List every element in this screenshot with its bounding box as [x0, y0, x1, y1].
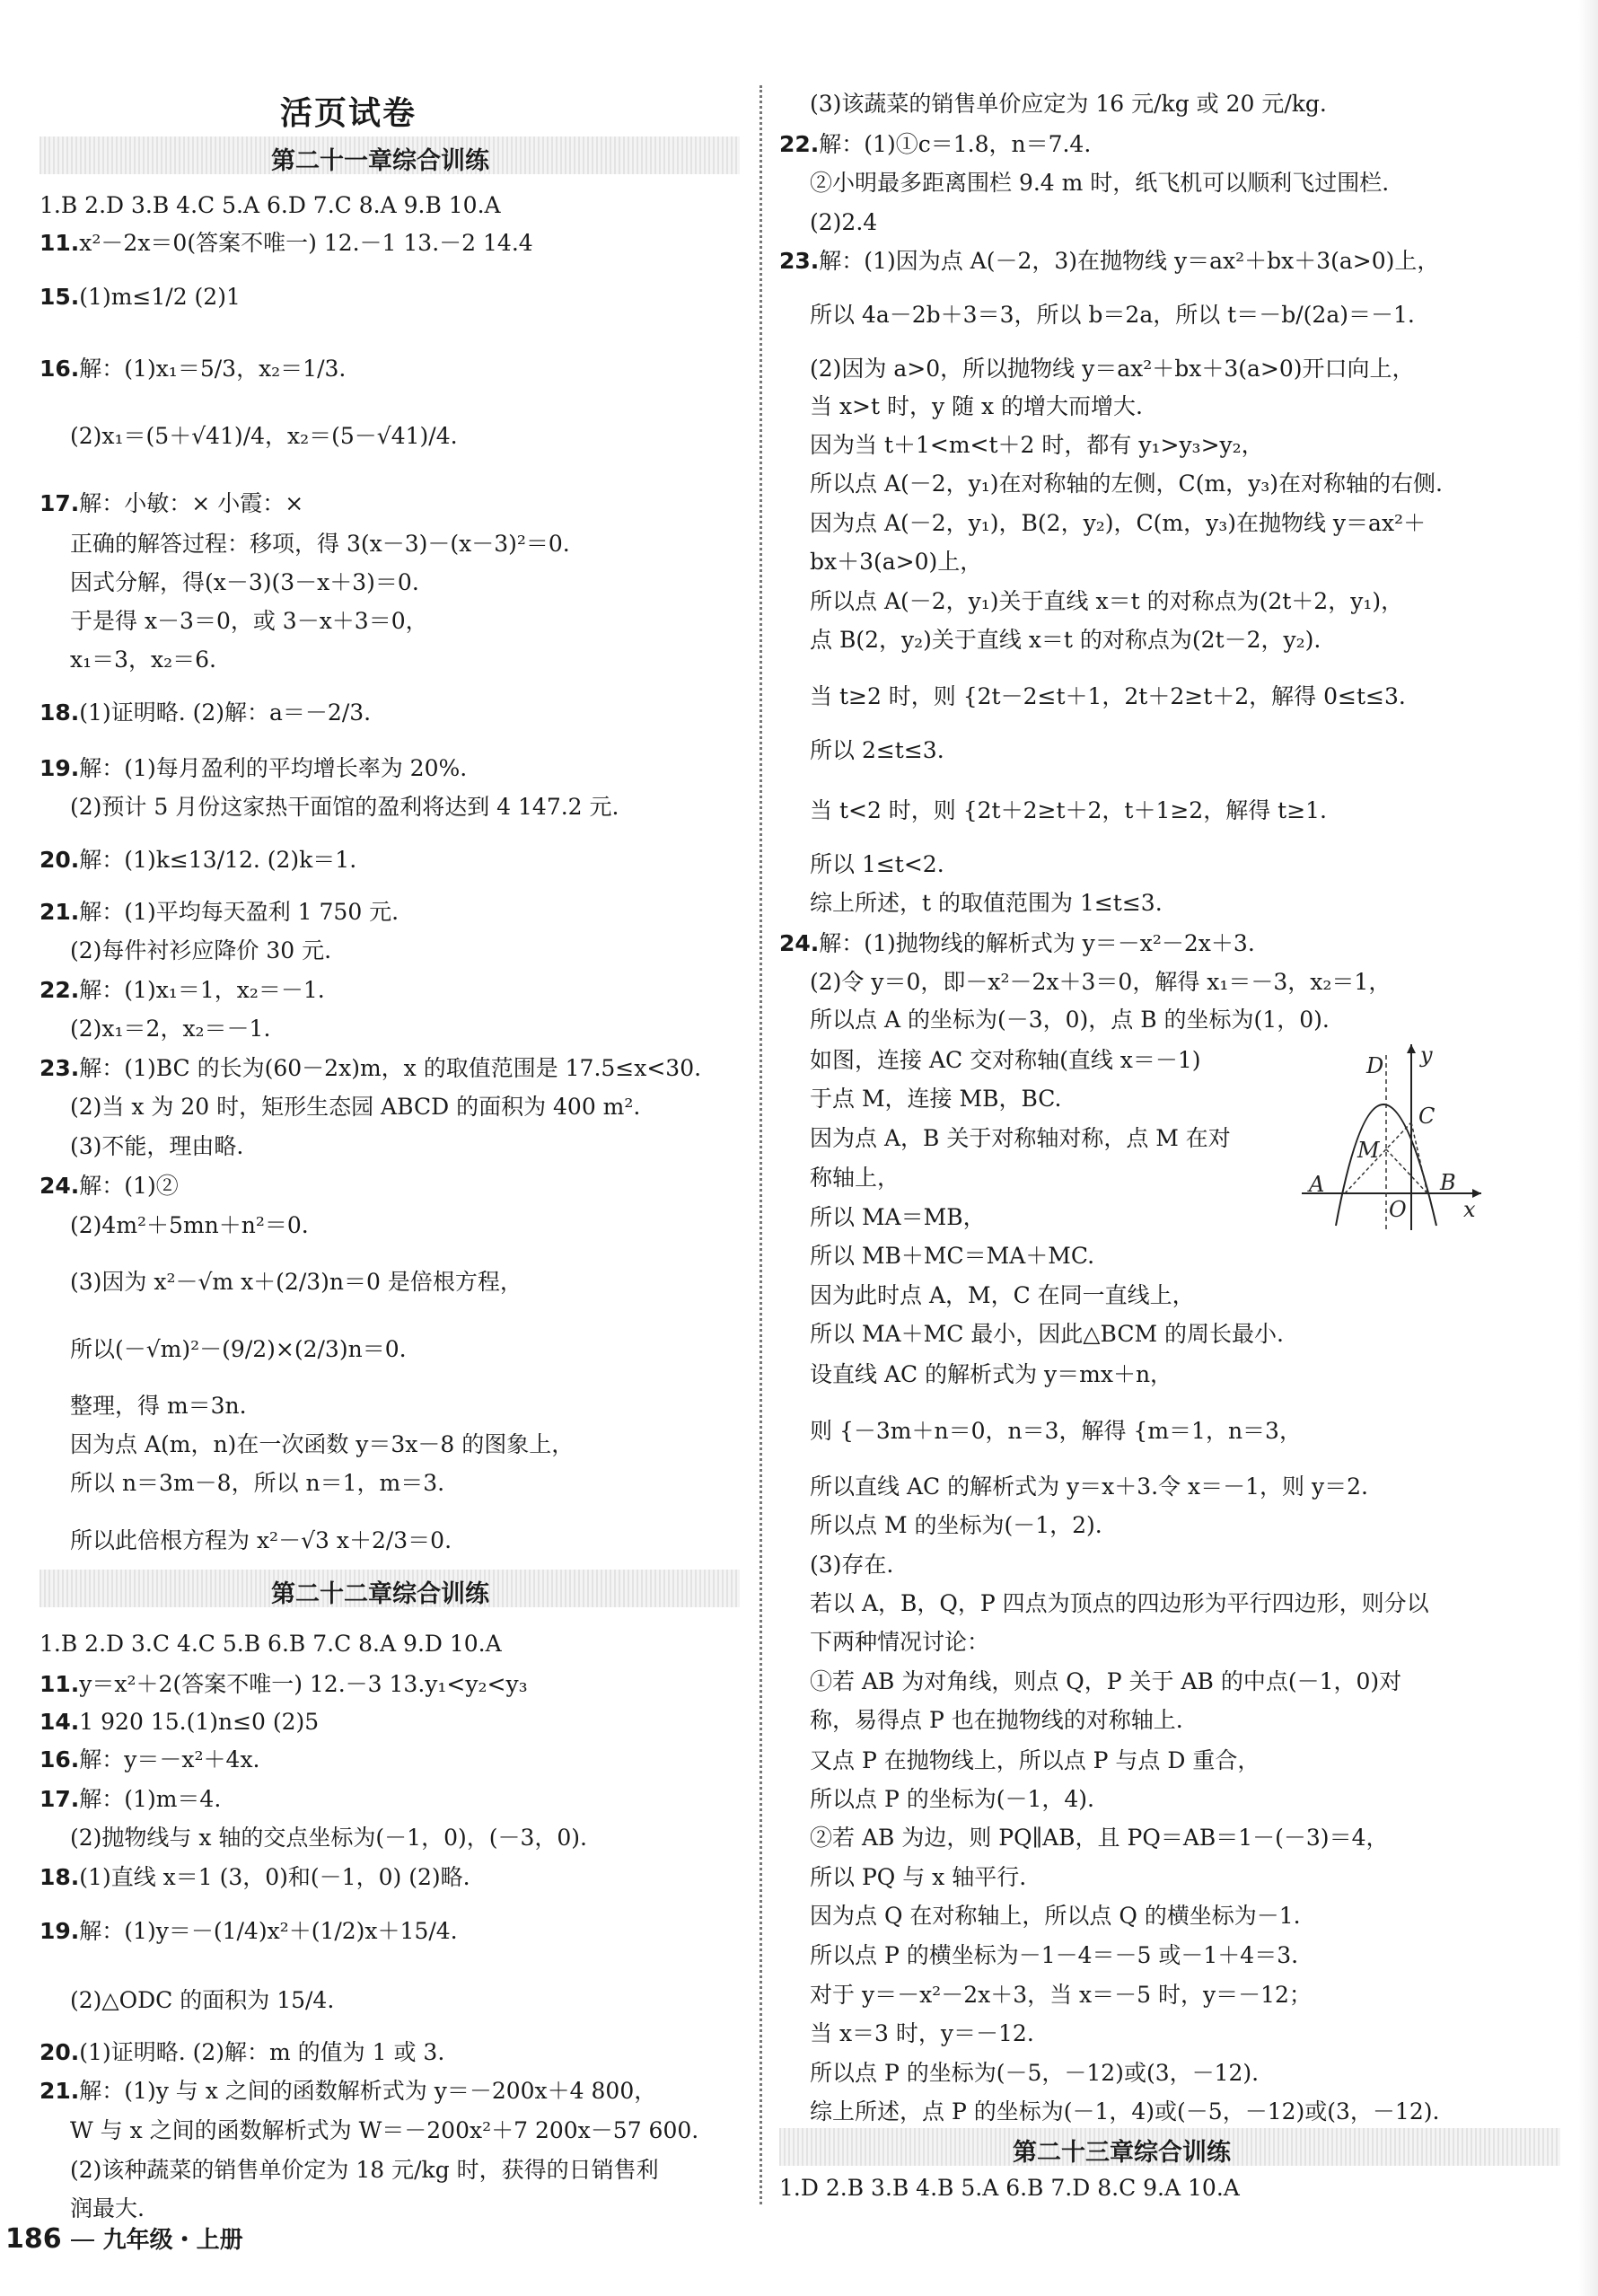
- answer-line: [70, 2116, 698, 2145]
- answer-line: [70, 607, 428, 636]
- answer-text: 所以 4a－2b＋3＝3，所以 b＝2a，所以 t＝－b/(2a)＝－1.: [810, 302, 1415, 328]
- answer-line: [40, 976, 325, 1005]
- answer-line: [810, 1006, 1330, 1034]
- answer-text: (2)4m²＋5mn＋n²＝0.: [70, 1212, 309, 1238]
- answer-text: 所以 PQ 与 x 轴平行.: [810, 1864, 1027, 1890]
- answer-line: [810, 470, 1443, 498]
- answer-text: y＝x²＋2(答案不唯一) 12.－3 13.y₁<y₂<y₃: [79, 1671, 528, 1697]
- section-banner-21: [40, 136, 740, 174]
- answer-line: [810, 1628, 989, 1657]
- answer-text: 所以点 P 的横坐标为－1－4＝－5 或－1＋4＝3.: [810, 1942, 1299, 1968]
- answer-line: [70, 1015, 270, 1043]
- page-edge-shadow: [1578, 0, 1598, 2296]
- label-d: D: [1366, 1053, 1384, 1078]
- question-number: 21.: [40, 2078, 80, 2104]
- label-a: A: [1309, 1172, 1325, 1197]
- answer-line: [810, 1511, 1102, 1540]
- answer-text: 当 x＝3 时，y＝－12.: [810, 2020, 1034, 2046]
- answer-text: 因为此时点 A，M，C 在同一直线上，: [810, 1282, 1195, 1308]
- question-number: 19.: [40, 755, 80, 781]
- answer-line: [40, 1708, 319, 1737]
- answer-line: [810, 736, 944, 765]
- answer-text: 所以点 P 的坐标为(－5，－12)或(3，－12).: [810, 2060, 1260, 2086]
- answer-text: 正确的解答过程：移项，得 3(x－3)－(x－3)²＝0.: [70, 531, 570, 557]
- label-b: B: [1440, 1170, 1456, 1195]
- answer-text: 当 t≥2 时，则 {2t－2≤t＋1，2t＋2≥t＋2，解得 0≤t≤3.: [810, 683, 1406, 709]
- question-number: 16.: [40, 1746, 80, 1773]
- question-number: 21.: [40, 899, 80, 925]
- question-number: 14.: [40, 1709, 80, 1735]
- answer-line: [810, 1551, 893, 1579]
- section-banner-23: [779, 2128, 1560, 2166]
- answer-line: [810, 1046, 1201, 1075]
- answer-line: [70, 530, 570, 559]
- answer-line: [810, 1824, 1388, 1852]
- answer-line: [810, 796, 1327, 825]
- answer-text: 所以点 A(－2，y₁)在对称轴的左侧，C(m，y₃)在对称轴的右侧.: [810, 471, 1443, 497]
- question-number: 16.: [40, 356, 80, 382]
- answer-line: [70, 1132, 243, 1161]
- question-number: 17.: [40, 490, 80, 516]
- answer-line: [779, 247, 1439, 276]
- label-o: O: [1389, 1197, 1407, 1222]
- answer-line: [810, 301, 1415, 330]
- answer-text: x₁＝3，x₂＝6.: [70, 647, 217, 673]
- answer-text: 所以点 A 的坐标为(－3，0)，点 B 的坐标为(1，0).: [810, 1007, 1330, 1033]
- answer-line: [40, 1630, 502, 1658]
- answer-line: [40, 283, 241, 312]
- answer-text: 因为点 A，B 关于对称轴对称，点 M 在对: [810, 1125, 1231, 1151]
- answer-text: 点 B(2，y₂)关于直线 x＝t 的对称点为(2t－2，y₂).: [810, 627, 1321, 653]
- question-number: 18.: [40, 699, 80, 726]
- answer-line: [40, 1785, 221, 1814]
- answer-text: 所以直线 AC 的解析式为 y＝x＋3.令 x＝－1，则 y＝2.: [810, 1473, 1368, 1500]
- answer-line: [810, 1902, 1301, 1931]
- answer-text: 综上所述，点 P 的坐标为(－1，4)或(－5，－12)或(3，－12).: [810, 2098, 1440, 2124]
- answer-text: 1.B 2.D 3.B 4.C 5.A 6.D 7.C 8.A 9.B 10.A: [40, 192, 501, 218]
- question-number: 17.: [40, 1786, 80, 1812]
- answer-text: (1)直线 x＝1 (3，0)和(－1，0) (2)略.: [79, 1864, 470, 1890]
- answer-text: 称，易得点 P 也在抛物线的对称轴上.: [810, 1707, 1183, 1733]
- answer-line: [70, 793, 619, 822]
- answer-text: 所以 n＝3m－8，所以 n＝1，m＝3.: [70, 1470, 445, 1496]
- answer-text: 所以(－√m)²－(9/2)×(2/3)n＝0.: [70, 1336, 407, 1362]
- answer-text: (3)该蔬菜的销售单价应定为 16 元/kg 或 20 元/kg.: [810, 91, 1327, 117]
- answer-text: 解：(1)x₁＝1，x₂＝－1.: [79, 977, 325, 1003]
- answer-line: [40, 1172, 179, 1201]
- answer-line: [810, 1360, 1172, 1389]
- answer-line: [40, 229, 533, 258]
- answer-text: 解：(1)因为点 A(－2，3)在抛物线 y＝ax²＋bx＋3(a>0)上，: [819, 248, 1440, 274]
- answer-text: 解：(1)抛物线的解析式为 y＝－x²－2x＋3.: [819, 930, 1255, 956]
- answer-line: [810, 968, 1391, 997]
- question-number: 20.: [40, 2039, 80, 2065]
- page-number: 186: [5, 2223, 62, 2255]
- answer-text: 解：(1)每月盈利的平均增长率为 20%.: [79, 755, 468, 781]
- answer-line: [70, 1392, 247, 1421]
- answer-line: [70, 1469, 444, 1498]
- question-number: 11.: [40, 230, 80, 256]
- answer-line: [40, 754, 467, 783]
- column-divider: [759, 85, 762, 2204]
- section-banner-22: [40, 1570, 740, 1607]
- answer-text: 因为点 Q 在对称轴上，所以点 Q 的横坐标为－1.: [810, 1903, 1301, 1929]
- section-title-21: 第二十一章综合训练: [271, 147, 489, 175]
- answer-text: 于点 M，连接 MB，BC.: [810, 1086, 1062, 1112]
- answer-text: 解：(1)BC 的长为(60－2x)m，x 的取值范围是 17.5≤x<30.: [79, 1055, 702, 1081]
- answer-text: 因为点 A(m，n)在一次函数 y＝3x－8 的图象上，: [70, 1431, 575, 1457]
- answer-line: [810, 889, 1163, 918]
- answer-text: 解：(1)k≤13/12. (2)k＝1.: [79, 847, 357, 873]
- answer-text: 解：(1)②: [79, 1173, 179, 1199]
- question-number: 11.: [40, 1671, 80, 1697]
- answer-line: [40, 1670, 528, 1699]
- answer-text: 因为点 A(－2，y₁)，B(2，y₂)，C(m，y₃)在抛物线 y＝ax²＋: [810, 510, 1427, 536]
- answer-line: [70, 2195, 145, 2223]
- answer-line: [70, 1824, 587, 1852]
- answer-text: 又点 P 在抛物线上，所以点 P 与点 D 重合，: [810, 1747, 1260, 1773]
- answer-text: (2)抛物线与 x 轴的交点坐标为(－1，0)，(－3，0).: [70, 1825, 587, 1851]
- answer-text: 解：小敏：× 小霞：×: [79, 490, 304, 516]
- answer-text: 1.D 2.B 3.B 4.B 5.A 6.B 7.D 8.C 9.A 10.A: [779, 2175, 1240, 2201]
- answer-line: [40, 1917, 458, 1946]
- answer-line: [810, 1941, 1298, 1970]
- question-number: 22.: [40, 977, 80, 1003]
- question-number: 19.: [40, 1918, 80, 1944]
- answer-line: [810, 355, 1415, 383]
- parabola-figure: [1302, 1037, 1490, 1235]
- section-title-22: 第二十二章综合训练: [271, 1580, 489, 1608]
- answer-text: 整理，得 m＝3n.: [70, 1393, 247, 1419]
- answer-line: [810, 1320, 1284, 1349]
- answer-line: [70, 1268, 522, 1297]
- answer-text: 润最大.: [70, 2195, 145, 2221]
- question-number: 23.: [779, 248, 820, 274]
- answer-line: [70, 568, 419, 597]
- answer-line: [810, 2019, 1034, 2048]
- label-y: y: [1420, 1042, 1433, 1068]
- answer-line: [810, 1981, 1312, 2010]
- answer-text: 因为当 t＋1<m<t＋2 时，都有 y₁>y₃>y₂，: [810, 432, 1264, 458]
- answer-line: [40, 2077, 656, 2106]
- answer-line: [810, 1124, 1231, 1153]
- answer-line: [810, 1706, 1183, 1735]
- answer-line: [40, 191, 501, 220]
- answer-line: [810, 2098, 1439, 2126]
- answer-text: (1)证明略. (2)解：m 的值为 1 或 3.: [79, 2039, 445, 2065]
- question-number: 20.: [40, 847, 80, 873]
- answer-text: 所以点 M 的坐标为(－1，2).: [810, 1512, 1102, 1538]
- answer-line: [810, 1863, 1026, 1892]
- answer-text: 解：(1)平均每天盈利 1 750 元.: [79, 899, 400, 925]
- answer-line: [70, 1986, 334, 2015]
- answer-line: [70, 1526, 452, 1555]
- answer-text: ②若 AB 为边，则 PQ∥AB，且 PQ＝AB＝1－(－3)＝4，: [810, 1825, 1389, 1851]
- segment-mb: [1386, 1149, 1427, 1193]
- answer-line: [70, 937, 331, 965]
- answer-line: [810, 1417, 1302, 1446]
- answer-text: 综上所述，t 的取值范围为 1≤t≤3.: [810, 890, 1163, 916]
- answer-line: [810, 1203, 986, 1232]
- answer-text: 于是得 x－3＝0，或 3－x＋3＝0，: [70, 608, 428, 634]
- answer-text: (2)x₁＝2，x₂＝－1.: [70, 1016, 271, 1042]
- answer-text: (1)m≤1/2 (2)1: [79, 284, 241, 310]
- answer-text: x²－2x＝0(答案不唯一) 12.－1 13.－2 14.4: [79, 230, 533, 256]
- answer-line: [810, 509, 1426, 538]
- answer-line: [40, 355, 346, 383]
- answer-line: [70, 1211, 309, 1240]
- answer-text: (2)当 x 为 20 时，矩形生态园 ABCD 的面积为 400 m².: [70, 1094, 641, 1120]
- answer-text: 解：y＝－x²＋4x.: [79, 1746, 260, 1773]
- answer-line: [810, 2059, 1259, 2088]
- question-number: 15.: [40, 284, 80, 310]
- answer-line: [810, 626, 1321, 655]
- question-number: 24.: [40, 1173, 80, 1199]
- answer-line: [810, 682, 1406, 711]
- answer-line: [779, 929, 1255, 958]
- answer-text: 解：(1)x₁＝5/3，x₂＝1/3.: [79, 356, 347, 382]
- answer-text: (2)每件衬衫应降价 30 元.: [70, 937, 332, 963]
- answer-text: ①若 AB 为对角线，则点 Q，P 关于 AB 的中点(－1，0)对: [810, 1668, 1402, 1694]
- answer-line: [810, 1281, 1195, 1310]
- y-axis-arrow-icon: [1407, 1044, 1416, 1053]
- answer-text: (2)预计 5 月份这家热干面馆的盈利将达到 4 147.2 元.: [70, 794, 619, 820]
- label-c: C: [1418, 1104, 1436, 1129]
- answer-line: [40, 1746, 260, 1774]
- answer-line: [40, 699, 371, 727]
- answer-text: (2)该种蔬菜的销售单价定为 18 元/kg 时，获得的日销售利: [70, 2157, 659, 2183]
- question-number: 22.: [779, 131, 820, 157]
- answer-line: [810, 431, 1264, 460]
- answer-line: [810, 850, 944, 879]
- answer-text: 下两种情况讨论：: [810, 1629, 990, 1655]
- answer-text: 所以点 A(－2，y₁)关于直线 x＝t 的对称点为(2t＋2，y₁)，: [810, 588, 1404, 614]
- answer-line: [810, 90, 1327, 119]
- answer-line: [70, 1335, 407, 1364]
- answer-text: 解：(1)y 与 x 之间的函数解析式为 y＝－200x＋4 800，: [79, 2078, 657, 2104]
- answer-line: [70, 2156, 659, 2185]
- answer-text: (2)△ODC 的面积为 15/4.: [70, 1987, 335, 2013]
- answer-text: 解：(1)y＝－(1/4)x²＋(1/2)x＋15/4.: [79, 1918, 458, 1944]
- answer-text: (3)存在.: [810, 1552, 894, 1578]
- footer-dash: [71, 2239, 94, 2241]
- answer-line: [810, 1667, 1401, 1696]
- answer-text: 所以点 P 的坐标为(－1，4).: [810, 1786, 1094, 1812]
- answer-text: 所以 2≤t≤3.: [810, 737, 944, 763]
- answer-line: [40, 489, 303, 518]
- answer-text: 所以 MB＋MC＝MA＋MC.: [810, 1243, 1095, 1269]
- answer-text: bx＋3(a>0)上，: [810, 549, 983, 575]
- label-m: M: [1357, 1138, 1380, 1163]
- answer-text: W 与 x 之间的函数解析式为 W＝－200x²＋7 200x－57 600.: [70, 2117, 699, 2143]
- answer-text: (2)x₁＝(5＋√41)/4，x₂＝(5－√41)/4.: [70, 423, 458, 449]
- answer-line: [40, 898, 399, 927]
- answer-line: [779, 2174, 1240, 2203]
- section-title-23: 第二十三章综合训练: [1013, 2139, 1231, 2167]
- answer-line: [810, 548, 982, 576]
- answer-line: [810, 1785, 1094, 1814]
- answer-line: [40, 1054, 701, 1083]
- answer-text: 所以 MA＋MC 最小，因此△BCM 的周长最小.: [810, 1321, 1284, 1347]
- answer-text: 称轴上，: [810, 1165, 900, 1191]
- answer-line: [40, 846, 356, 875]
- answer-text: 对于 y＝－x²－2x＋3，当 x＝－5 时，y＝－12；: [810, 1982, 1312, 2008]
- answer-line: [810, 208, 877, 237]
- answer-text: 解：(1)①c＝1.8，n＝7.4.: [819, 131, 1092, 157]
- answer-line: [70, 422, 458, 451]
- page-footer: [5, 2221, 243, 2255]
- answer-text: (3)因为 x²－√m x＋(2/3)n＝0 是倍根方程，: [70, 1269, 522, 1295]
- answer-line: [810, 587, 1403, 616]
- answer-text: 所以 1≤t<2.: [810, 851, 944, 877]
- answer-line: [40, 1863, 470, 1892]
- answer-line: [70, 646, 216, 674]
- answer-text: 则 {－3m＋n＝0，n＝3，解得 {m＝1，n＝3，: [810, 1418, 1302, 1444]
- answer-text: 1 920 15.(1)n≤0 (2)5: [79, 1709, 320, 1735]
- grade-label: 九年级・上册: [102, 2227, 243, 2254]
- question-number: 23.: [40, 1055, 80, 1081]
- answer-text: 因式分解，得(x－3)(3－x＋3)＝0.: [70, 569, 419, 595]
- question-number: 24.: [779, 930, 820, 956]
- answer-line: [70, 1430, 574, 1459]
- answer-text: 如图，连接 AC 交对称轴(直线 x＝－1): [810, 1047, 1201, 1073]
- answer-line: [810, 1589, 1429, 1618]
- answer-line: [810, 1746, 1260, 1775]
- page-title: 活页试卷: [280, 95, 417, 132]
- answer-line: [810, 1473, 1368, 1501]
- answer-text: 当 x>t 时，y 随 x 的增大而增大.: [810, 393, 1143, 419]
- answer-line: [810, 392, 1143, 421]
- answer-text: (2)令 y＝0，即－x²－2x＋3＝0，解得 x₁＝－3，x₂＝1，: [810, 969, 1392, 995]
- answer-text: 当 t<2 时，则 {2t＋2≥t＋2，t＋1≥2，解得 t≥1.: [810, 797, 1328, 823]
- answer-text: ②小明最多距离围栏 9.4 m 时，纸飞机可以顺利飞过围栏.: [810, 170, 1390, 196]
- answer-text: (1)证明略. (2)解：a＝－2/3.: [79, 699, 372, 726]
- answer-text: 1.B 2.D 3.C 4.C 5.B 6.B 7.C 8.A 9.D 10.A: [40, 1631, 502, 1657]
- answer-text: (2)2.4: [810, 209, 878, 235]
- answer-line: [70, 1093, 640, 1122]
- answer-text: 所以此倍根方程为 x²－√3 x＋2/3＝0.: [70, 1527, 452, 1553]
- answer-text: (2)因为 a>0，所以抛物线 y＝ax²＋bx＋3(a>0)开口向上，: [810, 356, 1415, 382]
- answer-line: [810, 1164, 900, 1192]
- label-x: x: [1463, 1197, 1476, 1222]
- answer-line: [810, 169, 1389, 198]
- answer-text: 若以 A，B，Q，P 四点为顶点的四边形为平行四边形，则分以: [810, 1590, 1429, 1616]
- answer-line: [810, 1085, 1061, 1113]
- answer-text: 所以 MA＝MB，: [810, 1204, 986, 1230]
- answer-text: 设直线 AC 的解析式为 y＝mx＋n，: [810, 1361, 1173, 1387]
- answer-line: [779, 130, 1091, 159]
- answer-line: [40, 2038, 444, 2067]
- answer-line: [810, 1242, 1094, 1271]
- answer-text: (3)不能，理由略.: [70, 1133, 244, 1159]
- answer-text: 解：(1)m＝4.: [79, 1786, 222, 1812]
- question-number: 18.: [40, 1864, 80, 1890]
